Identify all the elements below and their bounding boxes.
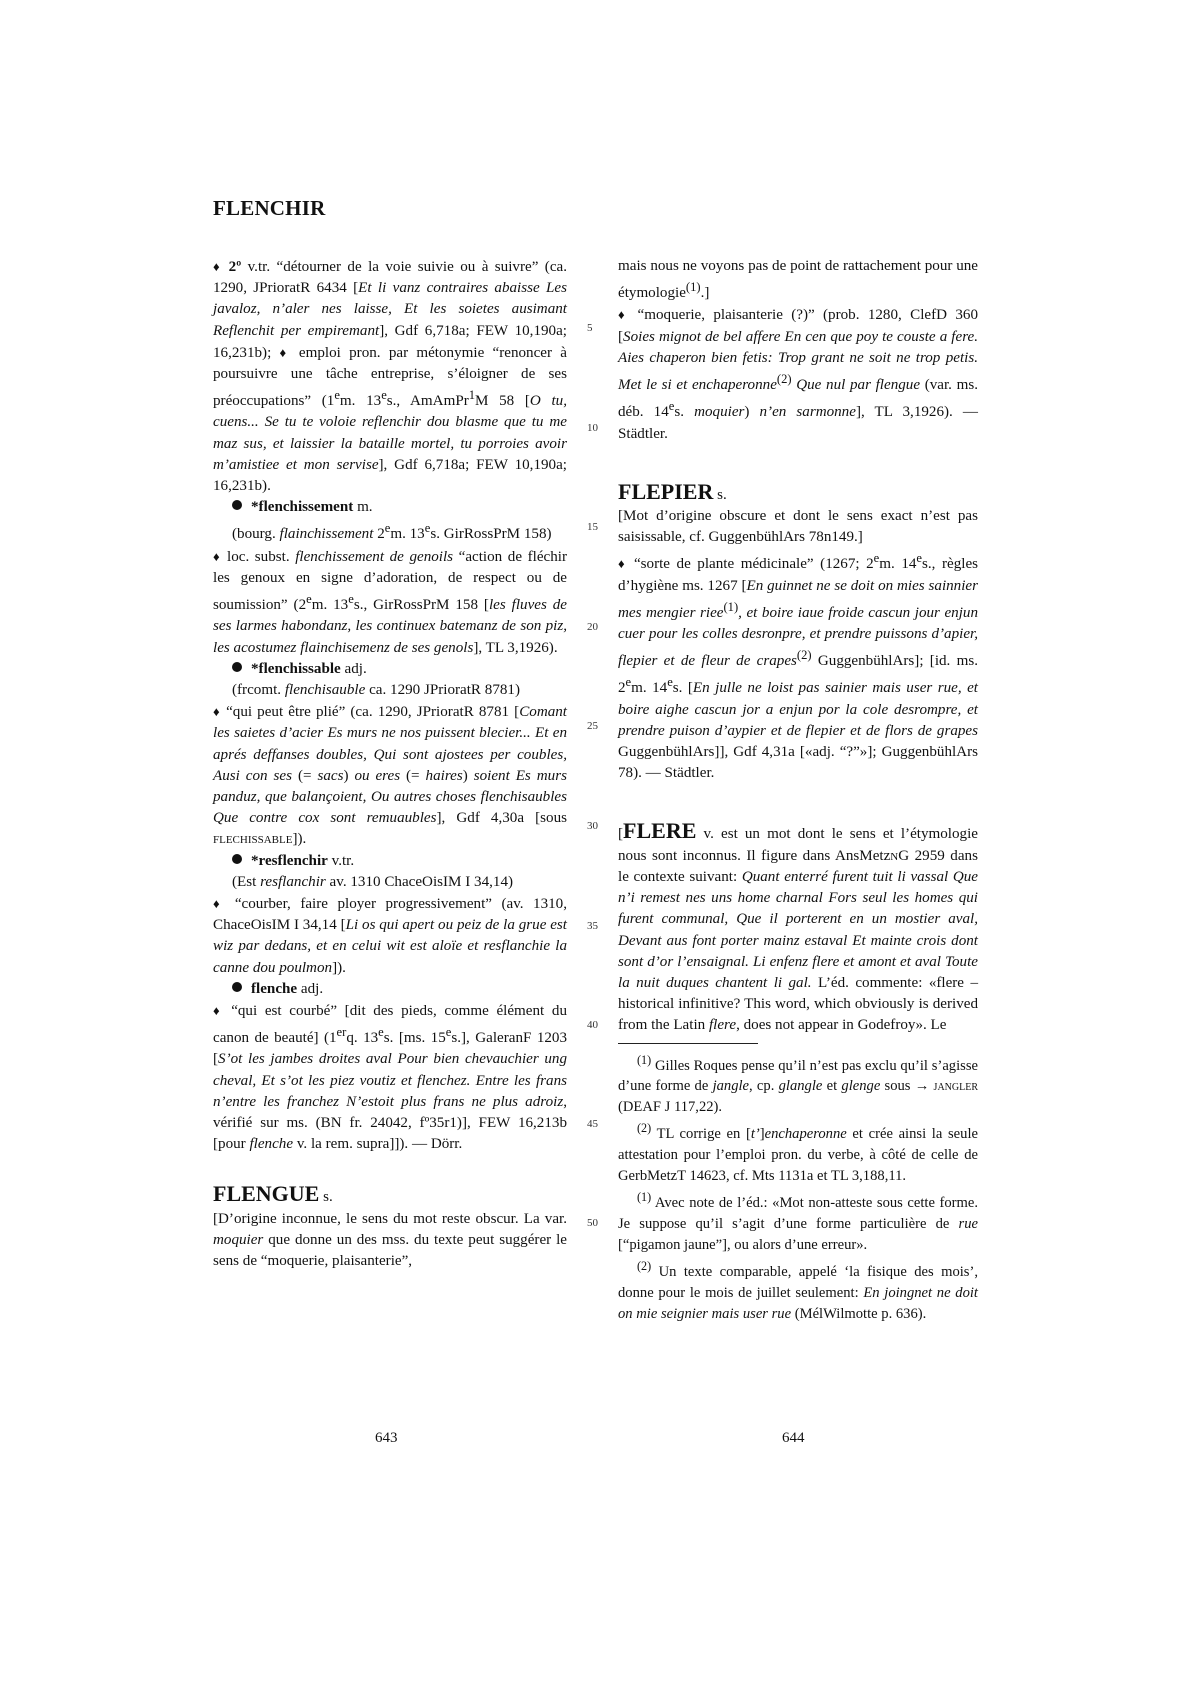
page-header: FLENCHIR: [213, 196, 326, 220]
subentry-flenchissement: *flenchissement m.: [213, 497, 567, 518]
subentry-flenche: flenche adj.: [213, 979, 567, 1000]
headword-flengue: FLENGUE s.: [213, 1181, 333, 1207]
page-number-left: 643: [375, 1430, 398, 1446]
line-number: 20: [587, 621, 598, 633]
line-number: 10: [587, 422, 598, 434]
flengue-etymology: [D’origine inconnue, le sens du mot reste obscur. La var. moquier que donne un des mss. du texte peut suggérer le sens de “moquerie, plaisanterie”,: [213, 1210, 567, 1270]
subentry-flenchissable: *flenchissable adj.: [213, 659, 567, 680]
line-number: 45: [587, 1118, 598, 1130]
subentry-resflenchir-sense: ♦ “courber, faire ployer progressivement” (av. 1310, ChaceOisIM I 34,14 [Li os qui apert ou peiz de la grue est wiz par dedans, et en celui wit est aloïe et resflanchie la canne dou poulmon]).: [213, 895, 567, 976]
subentry-flenche-sense: ♦ “qui est courbé” [dit des pieds, comme élément du canon de beauté] (1erq. 13es. [ms. 15es.], GaleranF 1203 [S’ot les jambes droites aval Pour bien chevauchier ung cheval, Et s’ot les piez voutiz et flenchez. Entre les frans n’entre les franchez N’estoit plus frans ne plus adroiz, vérifié sur ms. (BN fr. 24042, fº35r1)], FEW 16,213b [pour flenche v. la rem. supra]]). — Dörr.: [213, 1003, 568, 1153]
line-number: 40: [587, 1019, 598, 1031]
page-number-right: 644: [782, 1430, 805, 1446]
left-column: [213, 256, 567, 1272]
flengue-etymology-cont: mais nous ne voyons pas de point de rattachement pour une étymologie$^{(1)}$.]: [618, 258, 978, 302]
subentry-resflenchir: *resflenchir v.tr.: [213, 851, 567, 872]
footnotes: [618, 1050, 978, 1325]
line-number: 50: [587, 1217, 598, 1229]
right-column: [618, 256, 978, 1325]
flepier-etymology: [Mot d’origine obscure et dont le sens exact n’est pas saisissable, cf. GuggenbühlArs 78n149.]: [618, 507, 978, 546]
footnote: $^{(2)}$ TL corrige en [t’]enchaperonne et crée ainsi la seule attestation pour l’emploi pron. du verbe, à côté de celle de GerbMetzT 14623, cf. Mts 1131a et TL 3,188,11.: [618, 1121, 978, 1185]
flepier-sense: ♦ “sorte de plante médicinale” (1267; 2em. 14es., règles d’hygiène ms. 1267 [En guinnet ne se doit on mies sainnier mes mengier riee$^{(1)}$, et boire iaue froide cascun jour enjun cuer pour les colles desronpre, et prendre puissons d’apier, flepier et de fleur de crapes$^{(2)}$ GuggenbühlArs]; [id. ms. 2em. 14es. [En julle ne loist pas sainier mais user rue, et boire aighe cascun jor a enjun por la cole desrompre, et prendre puison d’aypier et de flepier et de flors de grapes GuggenbühlArs]], Gdf 4,31a [«adj. “?”»]; GuggenbühlArs 78). — Städtler.: [618, 551, 979, 782]
subentry-resflenchir-form: (Est resflanchir av. 1310 ChaceOisIM I 34,14): [232, 873, 514, 890]
subentry-flenchissement-form: (bourg. flainchissement 2em. 13es. GirRossPrM 158): [232, 521, 552, 543]
headword-flepier: FLEPIER s.: [618, 478, 727, 504]
sense-2-paragraph: ♦ 2º v.tr. “détourner de la voie suivie ou à suivre” (ca. 1290, JPrioratR 6434 [Et li vanz contraires abaisse Les javaloz, n’aler nes laisse, Et les soietes ausimant Reflenchit per empiremant], Gdf 6,718a; FEW 10,190a; 16,231b); ♦ emploi pron. par métonymie “renoncer à poursuivre une tâche entreprise, s’éloigner de ses préoccupations” (1em. 13es., AmAmPr$^1$M 58 [O tu, cuens... Se tu te voloie reflenchir dou blasme que tu me maz sus, et laissier la bataille mortel, tu porroies avoir m’amistiee et mon servise], Gdf 6,718a; FEW 10,190a; 16,231b).: [213, 259, 567, 495]
flere-paragraph: [FLERE v. est un mot dont le sens et l’étymologie nous sont inconnus. Il figure dans AnsMetznG 2959 dans le contexte suivant: Quant enterré furent tuit li vassal Que n’i remest nes uns home charnal Fors seul les homes qui furent communal, Que il porterent en un mostier aval, Devant aus font porter mainz estaval Et mainte crois dont sont d’or l’ensaignal. Li enfenz flere et amont et aval Toute la nuit duques chantent li gal. L’éd. commente: «flere – historical infinitive? This word, which obviously is derived from the Latin flere, does not appear in Godefroy». Le: [618, 818, 978, 1034]
footnote: $^{(1)}$ Gilles Roques pense qu’il n’est pas exclu qu’il s’agisse d’une forme de jangle, cp. glangle et glenge sous → jangler (DEAF J 117,22).: [618, 1052, 978, 1116]
subentry-flenchissable-form: (frcomt. flenchisauble ca. 1290 JPrioratR 8781): [232, 681, 520, 698]
line-number: 25: [587, 720, 598, 732]
line-number: 15: [587, 521, 598, 533]
subentry-flenchissable-sense: ♦ “qui peut être plié” (ca. 1290, JPrioratR 8781 [Comant les saietes d’acier Es murs ne nos puissent blecier... Et en aprés deffanses doubles, Qui sont ajostees per coubles, Ausi con ses (= sacs) ou eres (= haires) soient Es murs panduz, que balançoient, Ou autres choses flenchisaubles Que contre cox sont remuaubles], Gdf 4,30a [sous flechissable]).: [213, 704, 568, 848]
line-number: 5: [587, 322, 593, 334]
footnote: $^{(2)}$ Un texte comparable, appelé ‘la fisique des mois’, donne pour le mois de juillet seulement: En joingnet ne doit on mie seignier mais user rue (MélWilmotte p. 636).: [618, 1259, 978, 1322]
footnote-rule: [618, 1043, 758, 1044]
footnote: $^{(1)}$ Avec note de l’éd.: «Mot non-atteste sous cette forme. Je suppose qu’il s’agit d’une forme particulière de rue [“pigamon jaune”], ou alors d’une erreur».: [618, 1190, 978, 1254]
subentry-flenchissement-sense: ♦ loc. subst. flenchissement de genoils “action de fléchir les genoux en signe d’adoration, de respect ou de soumission” (2em. 13es., GirRossPrM 158 [les fluves de ses larmes habondanz, les continuex batemanz de son piz, les acostumez flainchisemenz de ses genols], TL 3,1926).: [213, 548, 567, 656]
line-number: 30: [587, 820, 598, 832]
flengue-sense: ♦ “moquerie, plaisanterie (?)” (prob. 1280, ClefD 360 [Soies mignot de bel affere En cen que poy te couste a fere. Aies chaperon bien fetis: Trop grant ne soit ne trop petis. Met le si et enchaperonne$^{(2)}$ Que nul par flengue (var. ms. déb. 14es. moquier) n’en sarmonne], TL 3,1926). — Städtler.: [618, 307, 978, 442]
line-number: 35: [587, 920, 598, 932]
